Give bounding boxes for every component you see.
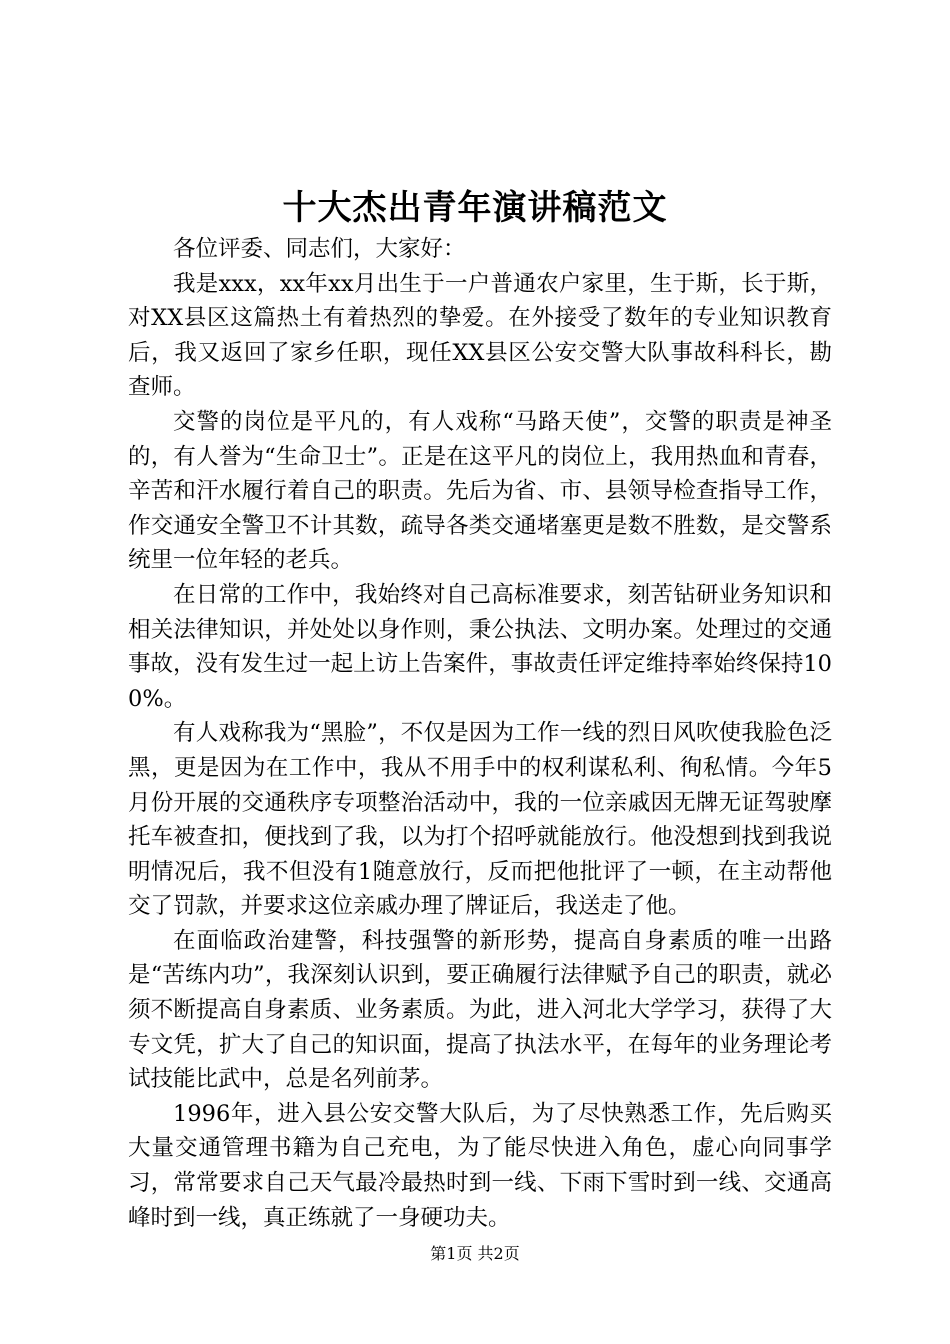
document-title: 十大杰出青年演讲稿范文 [282,188,668,228]
paragraph-job-duty: 交警的岗位是平凡的，有人戏称“马路天使”，交警的职责是神圣的，有人誉为“生命卫士”。正是在这平凡的岗位上，我用热血和青春，辛苦和汗水履行着自己的职责。先后为省、市、县领导检查指导工作，作交通安全警卫不计其数，疏导各类交通堵塞更是数不胜数，是交警系统里一位年轻的老兵。 [128,408,832,574]
paragraph-1996: 1996年，进入县公安交警大队后，为了尽快熟悉工作，先后购买大量交通管理书籍为自己充电，为了能尽快进入角色，虚心向同事学习，常常要求自己天气最冷最热时到一线、下雨下雪时到一线、交通高峰时到一线，真正练就了一身硬功夫。 [128,1100,832,1231]
paragraph-self-improvement: 在面临政治建警，科技强警的新形势，提高自身素质的唯一出路是“苦练内功”，我深刻认识到，要正确履行法律赋予自己的职责，就必须不断提高自身素质、业务素质。为此，进入河北大学学习，获得了大专文凭，扩大了自己的知识面，提高了执法水平，在每年的业务理论考试技能比武中，总是名列前茅。 [128,927,832,1093]
page-footer: 第1页 共2页 [430,1244,520,1263]
document-body [128,232,832,1235]
paragraph-daily-work: 在日常的工作中，我始终对自己高标准要求，刻苦钻研业务知识和相关法律知识，并处处以身作则，秉公执法、文明办案。处理过的交通事故，没有发生过一起上访上告案件，事故责任评定维持率始终保持100%。 [128,581,832,712]
paragraph-black-face: 有人戏称我为“黑脸”，不仅是因为工作一线的烈日风吹使我脸色泛黑，更是因为在工作中，我从不用手中的权利谋私利、徇私情。今年5月份开展的交通秩序专项整治活动中，我的一位亲戚因无牌无证驾驶摩托车被查扣，便找到了我，以为打个招呼就能放行。他没想到找到我说明情况后，我不但没有1随意放行，反而把他批评了一顿，在主动帮他交了罚款，并要求这位亲戚办理了牌证后，我送走了他。 [128,720,832,920]
paragraph-greeting: 各位评委、同志们，大家好： [173,236,466,262]
paragraph-introduction: 我是xxx，xx年xx月出生于一户普通农户家里，生于斯，长于斯，对XX县区这篇热土有着热烈的挚爱。在外接受了数年的专业知识教育后，我又返回了家乡任职，现任XX县区公安交警大队事故科科长，勘查师。 [128,270,832,401]
